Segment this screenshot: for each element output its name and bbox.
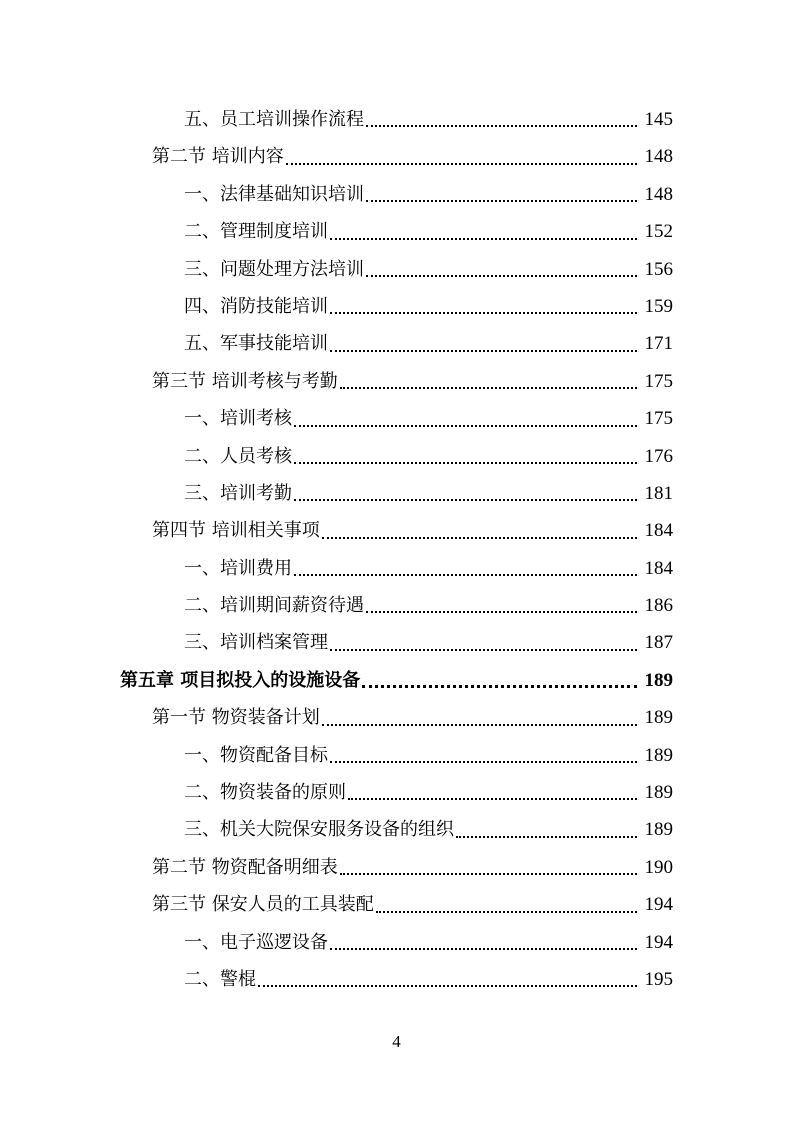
dot-leader [366,251,639,288]
dot-leader [330,624,639,661]
toc-entry-item[interactable] [0,176,673,213]
toc-entry-page-number: 159 [644,295,673,317]
dot-leader [286,138,639,175]
toc-entry-item[interactable] [0,288,673,325]
toc-entry-title: 第三节 培训考核与考勤 [152,370,338,392]
toc-entry-page-number: 145 [644,109,673,130]
dot-leader [258,961,639,998]
toc-entry-title: 一、物资配备目标 [184,744,328,766]
toc-entry-page-number: 152 [644,221,673,243]
toc-entry-page-number: 175 [644,408,673,430]
dot-leader [294,475,639,512]
toc-entry-title: 第五章 项目拟投入的设施设备 [120,669,361,691]
toc-entry-page-number: 194 [644,931,673,953]
dot-leader [322,512,639,549]
toc-entry-page-number: 190 [644,856,673,878]
toc-entry-page-number: 195 [644,968,673,990]
toc-entry-item[interactable] [0,587,673,624]
toc-entry-page-number: 189 [644,669,673,691]
toc-entry-page-number: 181 [644,482,673,504]
dot-leader [348,774,639,811]
toc-entry-item[interactable] [0,400,673,437]
dot-leader [376,886,639,923]
toc-entry-title: 一、电子巡逻设备 [184,931,328,953]
toc-entry-item[interactable] [0,325,673,362]
toc-entry-title: 二、培训期间薪资待遇 [184,595,364,617]
toc-entry-page-number: 171 [644,333,673,355]
toc-entry-section[interactable] [0,512,673,549]
dot-leader [294,400,639,437]
dot-leader [456,811,639,848]
toc-entry-title: 第四节 培训相关事项 [152,520,320,542]
toc-entry-item[interactable] [0,811,673,848]
toc-entry-item[interactable] [0,101,673,138]
toc-entry-section[interactable] [0,886,673,923]
dot-leader [294,438,639,475]
toc-entry-title: 第二节 培训内容 [152,146,284,168]
toc-entry-page-number: 186 [644,595,673,617]
toc-entry-title: 第一节 物资装备计划 [152,707,320,729]
toc-entry-page-number: 184 [644,520,673,542]
dot-leader [366,587,639,624]
dot-leader [330,213,639,250]
toc-entry-title: 一、法律基础知识培训 [184,183,364,205]
toc-entry-page-number: 189 [644,782,673,804]
page-number: 4 [392,1032,401,1051]
toc-entry-section[interactable] [0,699,673,736]
toc-entry-item[interactable] [0,550,673,587]
toc-entry-chapter[interactable] [0,662,673,699]
toc-entry-page-number: 176 [644,445,673,467]
toc-entry-item[interactable] [0,475,673,512]
toc-entry-title: 三、机关大院保安服务设备的组织 [184,819,454,841]
toc-entry-item[interactable] [0,774,673,811]
toc-entry-title: 三、问题处理方法培训 [184,258,364,280]
table-of-contents [0,101,793,998]
dot-leader [330,924,639,961]
toc-entry-title: 一、培训费用 [184,557,292,579]
dot-leader [362,662,639,699]
toc-entry-item[interactable] [0,438,673,475]
toc-entry-page-number: 175 [644,370,673,392]
toc-entry-title: 二、警棍 [184,968,256,990]
toc-entry-title: 二、物资装备的原则 [184,782,346,804]
toc-entry-item[interactable] [0,213,673,250]
toc-entry-title: 四、消防技能培训 [184,295,328,317]
dot-leader [330,325,639,362]
toc-entry-page-number: 194 [644,894,673,916]
toc-entry-item[interactable] [0,737,673,774]
dot-leader [322,699,639,736]
toc-entry-page-number: 184 [644,557,673,579]
dot-leader [340,849,639,886]
toc-entry-title: 五、军事技能培训 [184,333,328,355]
toc-entry-section[interactable] [0,363,673,400]
dot-leader [330,737,639,774]
toc-entry-page-number: 148 [644,146,673,168]
dot-leader [366,101,639,138]
toc-entry-item[interactable] [0,624,673,661]
toc-entry-section[interactable] [0,138,673,175]
toc-entry-title: 第三节 保安人员的工具装配 [152,894,374,916]
toc-entry-title: 五、员工培训操作流程 [184,109,364,130]
toc-entry-item[interactable] [0,961,673,998]
toc-entry-item[interactable] [0,251,673,288]
toc-entry-title: 一、培训考核 [184,408,292,430]
toc-entry-page-number: 189 [644,707,673,729]
dot-leader [294,550,639,587]
toc-entry-title: 第二节 物资配备明细表 [152,856,338,878]
toc-entry-item[interactable] [0,924,673,961]
toc-entry-title: 二、人员考核 [184,445,292,467]
dot-leader [340,363,639,400]
toc-entry-section[interactable] [0,849,673,886]
toc-entry-page-number: 148 [644,183,673,205]
toc-entry-title: 三、培训档案管理 [184,632,328,654]
toc-entry-page-number: 189 [644,744,673,766]
toc-entry-page-number: 189 [644,819,673,841]
toc-entry-title: 二、管理制度培训 [184,221,328,243]
toc-entry-page-number: 156 [644,258,673,280]
dot-leader [330,288,639,325]
toc-entry-page-number: 187 [644,632,673,654]
dot-leader [366,176,639,213]
toc-entry-title: 三、培训考勤 [184,482,292,504]
